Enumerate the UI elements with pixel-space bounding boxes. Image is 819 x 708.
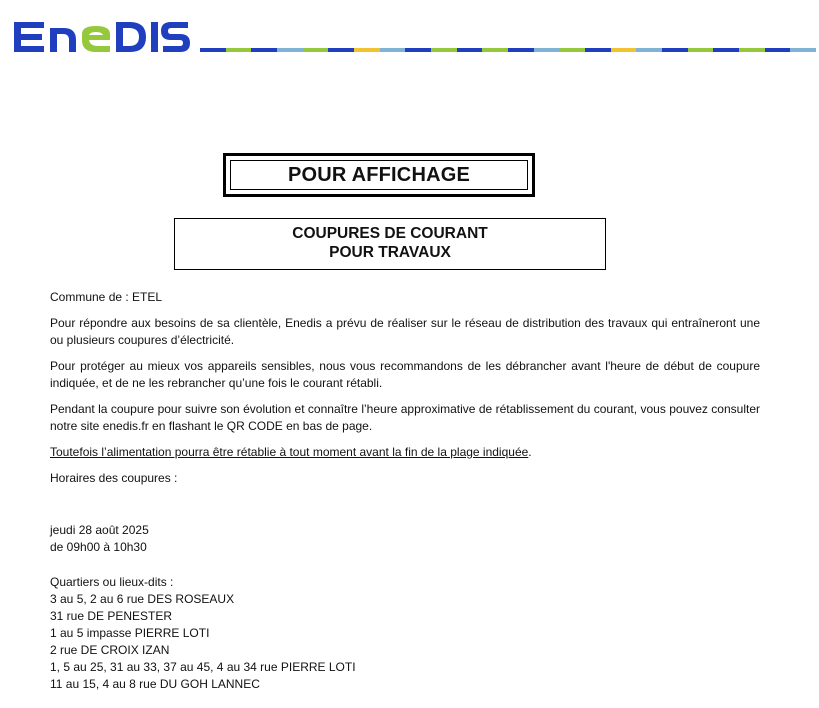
subtitle-box [174, 218, 606, 270]
stripe-segment [251, 48, 277, 52]
subtitle-line-1: COUPURES DE COURANT [292, 225, 488, 242]
stripe-segment [405, 48, 431, 52]
notice-body [50, 289, 760, 693]
quartiers-label: Quartiers ou lieux-dits : [50, 575, 174, 589]
outage-date: jeudi 28 août 2025 [50, 523, 149, 537]
street-line: 1, 5 au 25, 31 au 33, 37 au 45, 4 au 34 rue PIERRE LOTI [50, 660, 356, 674]
street-line: 1 au 5 impasse PIERRE LOTI [50, 626, 210, 640]
stripe-segment [380, 48, 406, 52]
stripe-segment [482, 48, 508, 52]
stripe-segment [585, 48, 611, 52]
stripe-segment [226, 48, 252, 52]
header-color-stripe [200, 48, 816, 52]
stripe-segment [559, 48, 585, 52]
warning-period: . [528, 445, 532, 459]
warning-underlined: Toutefois l’alimentation pourra être rétablie à tout moment avant la fin de la plage indiquée [50, 445, 529, 459]
enedis-logo [12, 12, 192, 56]
stripe-segment [534, 48, 560, 52]
stripe-segment [303, 48, 329, 52]
stripe-segment [688, 48, 714, 52]
stripe-segment [431, 48, 457, 52]
paragraph-2: Pour protéger au mieux vos appareils sensibles, nous vous recommandons de les débrancher avant l'heure de début de coupure indiquée, et de ne les rebrancher qu’une fois le courant rétabli. [50, 359, 760, 390]
street-line: 3 au 5, 2 au 6 rue DES ROSEAUX [50, 592, 235, 606]
stripe-segment [200, 48, 226, 52]
stripe-segment [457, 48, 483, 52]
stripe-segment [354, 48, 380, 52]
stripe-segment [611, 48, 637, 52]
stripe-segment [790, 48, 816, 52]
stripe-segment [328, 48, 354, 52]
stripe-segment [508, 48, 534, 52]
stripe-segment [765, 48, 791, 52]
street-line: 2 rue DE CROIX IZAN [50, 643, 170, 657]
paragraph-3: Pendant la coupure pour suivre son évolution et connaître l’heure approximative de rétablissement du courant, vous pouvez consulter notre site enedis.fr en flashant le QR CODE en bas de page. [50, 402, 760, 433]
street-line: 31 rue DE PENESTER [50, 609, 173, 623]
stripe-segment [713, 48, 739, 52]
stripe-segment [636, 48, 662, 52]
enedis-logo-mark [12, 12, 192, 56]
commune-line: Commune de : ETEL [50, 290, 163, 304]
stripe-segment [662, 48, 688, 52]
title-text: POUR AFFICHAGE [230, 160, 528, 190]
horaires-label: Horaires des coupures : [50, 471, 178, 485]
paragraph-1: Pour répondre aux besoins de sa clientèle, Enedis a prévu de réaliser sur le réseau de distribution des travaux qui entraîneront une ou plusieurs coupures d’électricité. [50, 316, 760, 347]
subtitle-line-2: POUR TRAVAUX [329, 244, 451, 261]
stripe-segment [739, 48, 765, 52]
title-box [223, 153, 535, 197]
paragraph-4 [50, 444, 760, 461]
street-line: 11 au 15, 4 au 8 rue DU GOH LANNEC [50, 677, 260, 691]
outage-time: de 09h00 à 10h30 [50, 540, 147, 554]
stripe-segment [277, 48, 303, 52]
